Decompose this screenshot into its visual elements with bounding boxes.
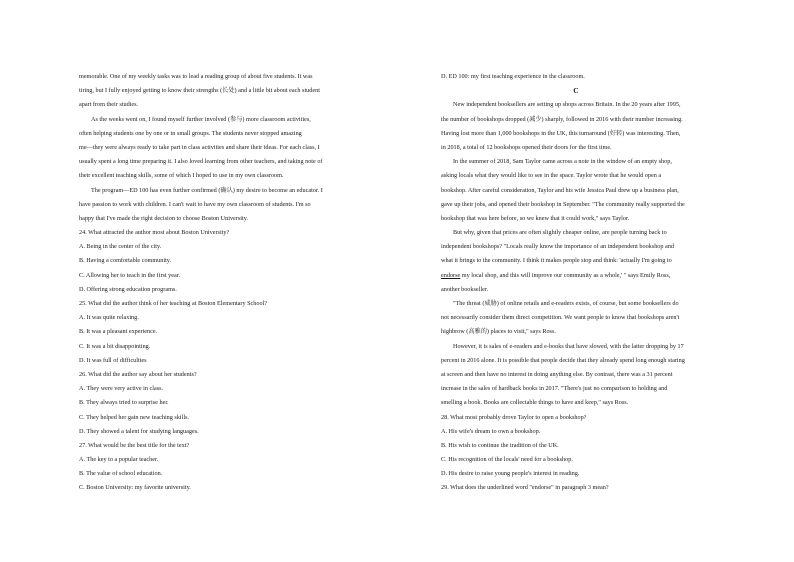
text-line: smelling a book. Books are collectable things to have and keep," says Ross.	[441, 399, 629, 407]
text-line-rest: my local shop, and this will improve our community as a whole,' " says Emily Ross,	[460, 271, 671, 279]
question-29: 29. What does the underlined word "endorse" in paragraph 3 mean?	[441, 484, 609, 492]
option-line: A. The key to a popular teacher.	[79, 456, 159, 464]
text-line: the number of bookshops dropped (减少) sharply, followed in 2016 with their number increasing.	[441, 115, 683, 123]
text-line: "The threat (威胁) of online retails and e-readers exists, of course, but some booksellers do	[453, 300, 679, 307]
text-line: usually spent a long time preparing it. I also loved learning from other teachers, and taking note of	[79, 158, 323, 166]
option-line: D. ED 100: my first teaching experience in the classroom.	[441, 73, 585, 80]
text-line: bookshop. After careful consideration, Taylor and his wife Jessica Paul drew up a business plan,	[441, 186, 679, 194]
text-line: asking locals what they would like to see in the space. Taylor wrote that he would open a	[441, 172, 662, 180]
text-line: not necessarily consider them direct competition. We want people to know that bookshops aren't	[441, 314, 680, 322]
text-line: increase in the sales of hardback books in 2017. "There's just no comparison to holding and	[441, 385, 668, 393]
option-line: D. Offering strong education programs.	[79, 285, 177, 293]
option-line: B. Having a comfortable community.	[79, 257, 172, 265]
section-title: C	[573, 86, 579, 96]
text-line: As the weeks went on, I found myself further involved (参与) more classroom activities,	[91, 115, 311, 123]
right-column	[441, 70, 711, 496]
text-line: bookshop that was here before, so we knew that it could work," says Taylor.	[441, 214, 630, 222]
option-line: C. His recognition of the locals' need for a bookshop.	[441, 456, 573, 464]
text-line: me—they were always ready to take part in class activities and share their ideas. For each class, I	[79, 143, 320, 151]
text-line: Having lost more than 1,000 bookshops in the UK, this turnaround (好转) was interesting. Then,	[441, 129, 681, 137]
text-line: often helping students one by one or in small groups. The students never stopped amazing	[79, 129, 302, 137]
option-line: A. Being in the center of the city.	[79, 243, 162, 251]
text-line: highbrow (高雅的) places to visit," says Ross.	[441, 328, 556, 336]
question-24: 24. What attracted the author most about Boston University?	[79, 229, 230, 237]
text-line: apart from their studies.	[79, 101, 139, 109]
left-column	[79, 70, 337, 496]
text-line	[441, 269, 711, 283]
option-line: C. Boston University: my favorite university.	[79, 484, 191, 492]
option-line: C. Allowing her to teach in the first year.	[79, 271, 181, 279]
option-line: D. His desire to raise young people's interest in reading.	[441, 470, 580, 478]
text-line: their excellent teaching skills, some of which I hoped to use in my own classroom.	[79, 172, 284, 180]
underlined-word: endorse	[441, 271, 461, 279]
question-28: 28. What most probably drove Taylor to open a bookshop?	[441, 413, 587, 421]
text-line: what it brings to the community. I think it makes people stop and think: 'actually I'm going to	[441, 257, 672, 265]
text-line: But why, given that prices are often slightly cheaper online, are people turning back to	[453, 229, 667, 237]
text-line: percent in 2016 alone. It is possible that people decide that they already spend long enough staring	[441, 356, 685, 364]
text-line: tiring, but I fully enjoyed getting to know their strengths (长处) and a little bit about each student	[79, 87, 320, 95]
text-line: at screen and then have no interest in doing anything else. By contrast, there was a 31 percent	[441, 370, 673, 378]
option-line: A. It was quite relaxing.	[79, 314, 139, 322]
option-line: B. The value of school education.	[79, 470, 163, 478]
text-line: in 2018, a total of 12 bookshops opened their doors for the first time.	[441, 143, 612, 151]
option-line: B. It was a pleasant experience.	[79, 328, 158, 336]
text-line: However, it is sales of e-readers and e-books that have slowed, with the latter dropping by 17	[453, 342, 684, 350]
text-line: In the summer of 2018, Sam Taylor came across a note in the window of an empty shop,	[453, 158, 672, 166]
text-line: The program—ED 100 has even further confirmed (确认) my desire to become an educator. I	[91, 186, 323, 194]
option-line: A. They were very active in class.	[79, 385, 164, 393]
text-line: independent bookshops? "Locals really know the importance of an independent bookshop and	[441, 243, 674, 251]
option-line: D. It was full of difficulties	[79, 356, 147, 364]
text-line: happy that I've made the right decision to choose Boston University.	[79, 214, 248, 222]
option-line: B. They always tried to surprise her.	[79, 399, 169, 407]
question-26: 26. What did the author say about her students?	[79, 370, 197, 378]
text-line: another bookseller.	[441, 285, 489, 293]
question-27: 27. What would be the best title for the text?	[79, 441, 190, 449]
text-line: memorable. One of my weekly tasks was to lead a reading group of about five students. It was	[79, 73, 313, 80]
text-line: have passion to work with children. I can't wait to have my own classroom of students. I'm so	[79, 200, 311, 208]
option-line: A. His wife's dream to own a bookshop.	[441, 427, 541, 435]
option-line: D. They showed a talent for studying languages.	[79, 427, 199, 435]
question-25: 25. What did the author think of her teaching at Boston Elementary School?	[79, 300, 268, 307]
option-line: C. They helped her gain new teaching skills.	[79, 413, 190, 421]
text-line: gave up their jobs, and opened their bookshop in September. "The community really supported the	[441, 200, 685, 208]
text-line: New independent booksellers are setting up shops across Britain. In the 20 years after 1995,	[453, 101, 681, 109]
option-line: C. It was a bit disappointing.	[79, 342, 151, 350]
option-line: B. His wish to continue the tradition of the UK.	[441, 441, 559, 449]
